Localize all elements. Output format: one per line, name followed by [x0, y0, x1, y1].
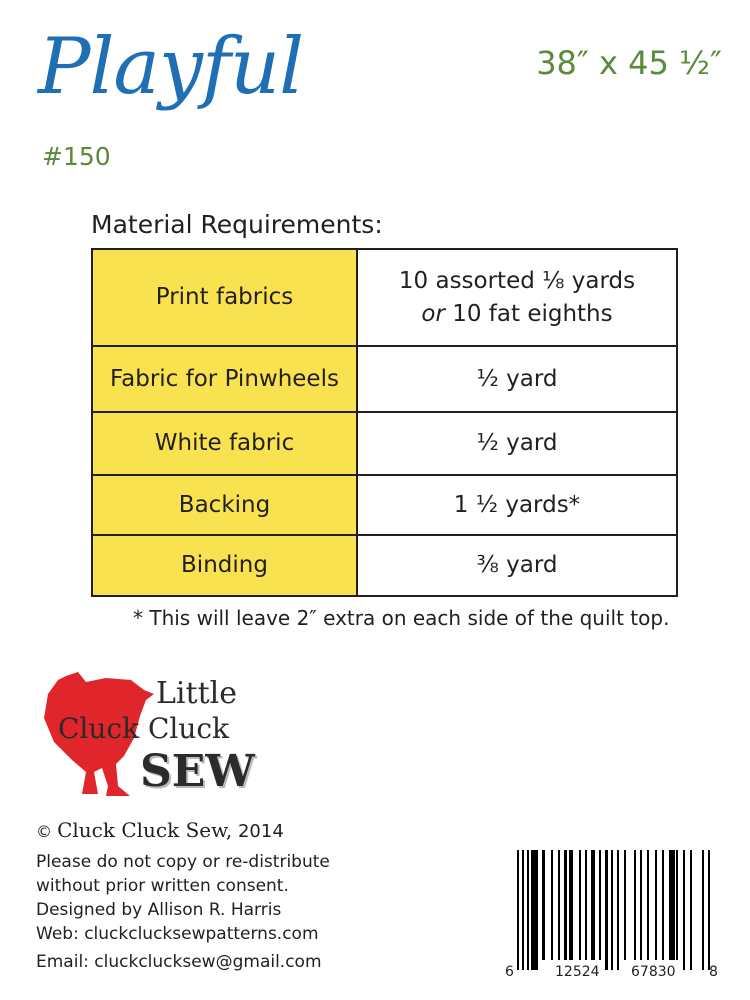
barcode-bars	[505, 850, 720, 980]
barcode-bar	[517, 850, 519, 970]
amount-text: 10 assorted ⅛ yards	[398, 267, 636, 294]
barcode-bar	[569, 850, 573, 960]
barcode-bar	[522, 850, 524, 970]
barcode-bar	[605, 850, 608, 970]
barcode-bar	[624, 850, 626, 960]
material-item: Fabric for Pinwheels	[92, 346, 357, 412]
barcode-bar	[702, 850, 704, 970]
amount-alt: 10 fat eighths	[444, 300, 613, 327]
barcode-bar	[662, 850, 664, 960]
table-row	[92, 412, 677, 475]
notice-line: without prior written consent.	[36, 876, 289, 896]
quilt-size: 38″ x 45 ½″	[536, 44, 722, 82]
barcode-bar	[599, 850, 601, 960]
barcode-bar	[591, 850, 595, 960]
pattern-title: Playful	[38, 22, 304, 112]
table-row	[92, 535, 677, 596]
material-amount: ½ yard	[357, 412, 677, 475]
barcode	[505, 850, 720, 990]
barcode-bar	[531, 850, 538, 970]
credits	[36, 850, 330, 974]
material-item: Backing	[92, 475, 357, 535]
barcode-bar	[527, 850, 529, 970]
amount-alt-prefix: or	[421, 300, 445, 327]
table-row	[92, 475, 677, 535]
barcode-bar	[551, 850, 553, 960]
material-item: Print fabrics	[92, 249, 357, 346]
pattern-number: #150	[42, 142, 111, 171]
materials-table	[91, 248, 678, 597]
barcode-bar	[579, 850, 581, 960]
notice-line: Please do not copy or re-distribute	[36, 852, 330, 872]
website: Web: cluckclucksewpatterns.com	[36, 924, 319, 944]
logo-line3: SEW	[140, 746, 255, 797]
footnote: * This will leave 2″ extra on each side of the quilt top.	[133, 606, 670, 630]
material-amount: ⅜ yard	[357, 535, 677, 596]
copyright-symbol: ©	[36, 822, 52, 841]
barcode-digits: 67830	[631, 964, 676, 980]
barcode-bar	[617, 850, 619, 970]
copyright	[36, 818, 284, 842]
barcode-bar	[708, 850, 710, 970]
brand-name: Cluck Cluck Sew,	[57, 818, 233, 842]
logo-line2: Cluck Cluck	[58, 712, 230, 745]
barcode-bar	[542, 850, 545, 960]
barcode-bar	[564, 850, 567, 960]
designer: Designed by Allison R. Harris	[36, 900, 282, 920]
copyright-year: 2014	[232, 821, 284, 842]
material-item: White fabric	[92, 412, 357, 475]
material-item: Binding	[92, 535, 357, 596]
email: Email: cluckclucksew@gmail.com	[36, 952, 322, 972]
logo-line1: Little	[156, 676, 237, 711]
barcode-bar	[683, 850, 685, 970]
barcode-bar	[669, 850, 675, 960]
barcode-digit: 8	[709, 964, 718, 980]
barcode-bar	[585, 850, 587, 960]
barcode-bar	[647, 850, 649, 960]
logo	[36, 668, 266, 808]
barcode-digit: 6	[505, 964, 514, 980]
barcode-bar	[611, 850, 613, 970]
barcode-bar	[655, 850, 657, 960]
barcode-bar	[676, 850, 678, 960]
barcode-bar	[558, 850, 560, 960]
material-amount: ½ yard	[357, 346, 677, 412]
table-row	[92, 249, 677, 346]
barcode-bar	[640, 850, 642, 960]
barcode-bar	[634, 850, 636, 960]
material-amount	[357, 249, 677, 346]
barcode-digits: 12524	[555, 964, 600, 980]
barcode-bar	[690, 850, 692, 970]
material-amount: 1 ½ yards*	[357, 475, 677, 535]
table-row	[92, 346, 677, 412]
materials-heading: Material Requirements:	[91, 210, 383, 239]
